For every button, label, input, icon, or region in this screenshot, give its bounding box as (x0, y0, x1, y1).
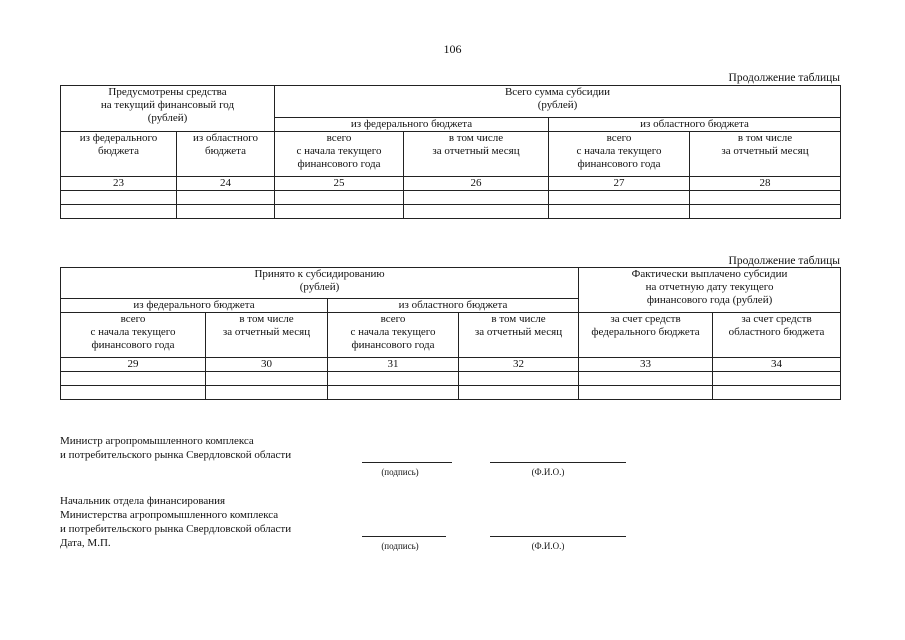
col-from-federal-budget: из федерального бюджета (61, 132, 177, 177)
header-planned-funds: Предусмотрены средства на текущий финансовый год (рублей) (61, 86, 275, 132)
column-number: 30 (206, 358, 328, 372)
table-row (61, 205, 841, 219)
data-cell (404, 205, 549, 219)
column-number: 34 (713, 358, 841, 372)
data-cell (713, 372, 841, 386)
name-caption: (Ф.И.О.) (531, 541, 565, 551)
table-row (61, 386, 841, 400)
data-cell (206, 386, 328, 400)
data-cell (61, 386, 206, 400)
data-cell (549, 191, 690, 205)
signature-line (362, 536, 446, 537)
col-reg-reporting-month: в том числе за отчетный месяц (690, 132, 841, 177)
subsidy-table-2 (60, 267, 841, 400)
column-number: 29 (61, 358, 206, 372)
header-accepted-for-subsidy: Принято к субсидированию (рублей) (61, 268, 579, 299)
continuation-label-1: Продолжение таблицы (728, 72, 840, 84)
data-cell (61, 372, 206, 386)
col-fed-reporting-month: в том числе за отчетный месяц (206, 313, 328, 358)
signature-line (362, 462, 452, 463)
page-number: 106 (443, 42, 462, 56)
continuation-label-2: Продолжение таблицы (728, 255, 840, 267)
column-number: 27 (549, 177, 690, 191)
column-number: 25 (275, 177, 404, 191)
data-cell (404, 191, 549, 205)
data-cell (579, 372, 713, 386)
data-cell (713, 386, 841, 400)
header-federal-budget: из федерального бюджета (275, 118, 549, 132)
header-total-subsidy: Всего сумма субсидии (рублей) (275, 86, 841, 118)
name-line (490, 536, 626, 537)
department-head-title: Начальник отдела финансирования Министерства агропромышленного комплекса и потребительского рынка Свердловской области Дата, М.П. (60, 495, 292, 549)
column-number: 32 (459, 358, 579, 372)
column-number: 31 (328, 358, 459, 372)
minister-title: Министр агропромышленного комплекса и потребительского рынка Свердловской области (60, 435, 292, 461)
col-reg-total-since-year-start: всего с начала текущего финансового года (328, 313, 459, 358)
data-cell (690, 205, 841, 219)
column-number: 26 (404, 177, 549, 191)
signature-caption: (подпись) (381, 467, 419, 477)
col-paid-regional: за счет средств областного бюджета (713, 313, 841, 358)
col-fed-reporting-month: в том числе за отчетный месяц (404, 132, 549, 177)
header-federal-budget: из федерального бюджета (61, 299, 328, 313)
col-reg-reporting-month: в том числе за отчетный месяц (459, 313, 579, 358)
header-regional-budget: из областного бюджета (549, 118, 841, 132)
col-reg-total-since-year-start: всего с начала текущего финансового года (549, 132, 690, 177)
data-cell (206, 372, 328, 386)
header-actually-paid: Фактически выплачено субсидии на отчетную дату текущего финансового года (рублей) (579, 268, 841, 313)
column-number: 24 (177, 177, 275, 191)
data-cell (459, 372, 579, 386)
column-number: 33 (579, 358, 713, 372)
subsidy-table-1 (60, 85, 841, 219)
data-cell (275, 191, 404, 205)
column-number: 28 (690, 177, 841, 191)
data-cell (177, 205, 275, 219)
header-regional-budget: из областного бюджета (328, 299, 579, 313)
col-paid-federal: за счет средств федерального бюджета (579, 313, 713, 358)
table-row (61, 191, 841, 205)
data-cell (61, 205, 177, 219)
data-cell (459, 386, 579, 400)
col-from-regional-budget: из областного бюджета (177, 132, 275, 177)
data-cell (549, 205, 690, 219)
column-number: 23 (61, 177, 177, 191)
data-cell (328, 386, 459, 400)
data-cell (61, 191, 177, 205)
signature-caption: (подпись) (381, 541, 419, 551)
data-cell (690, 191, 841, 205)
col-fed-total-since-year-start: всего с начала текущего финансового года (61, 313, 206, 358)
col-fed-total-since-year-start: всего с начала текущего финансового года (275, 132, 404, 177)
data-cell (328, 372, 459, 386)
data-cell (579, 386, 713, 400)
name-caption: (Ф.И.О.) (531, 467, 565, 477)
table-row (61, 372, 841, 386)
data-cell (177, 191, 275, 205)
data-cell (275, 205, 404, 219)
name-line (490, 462, 626, 463)
